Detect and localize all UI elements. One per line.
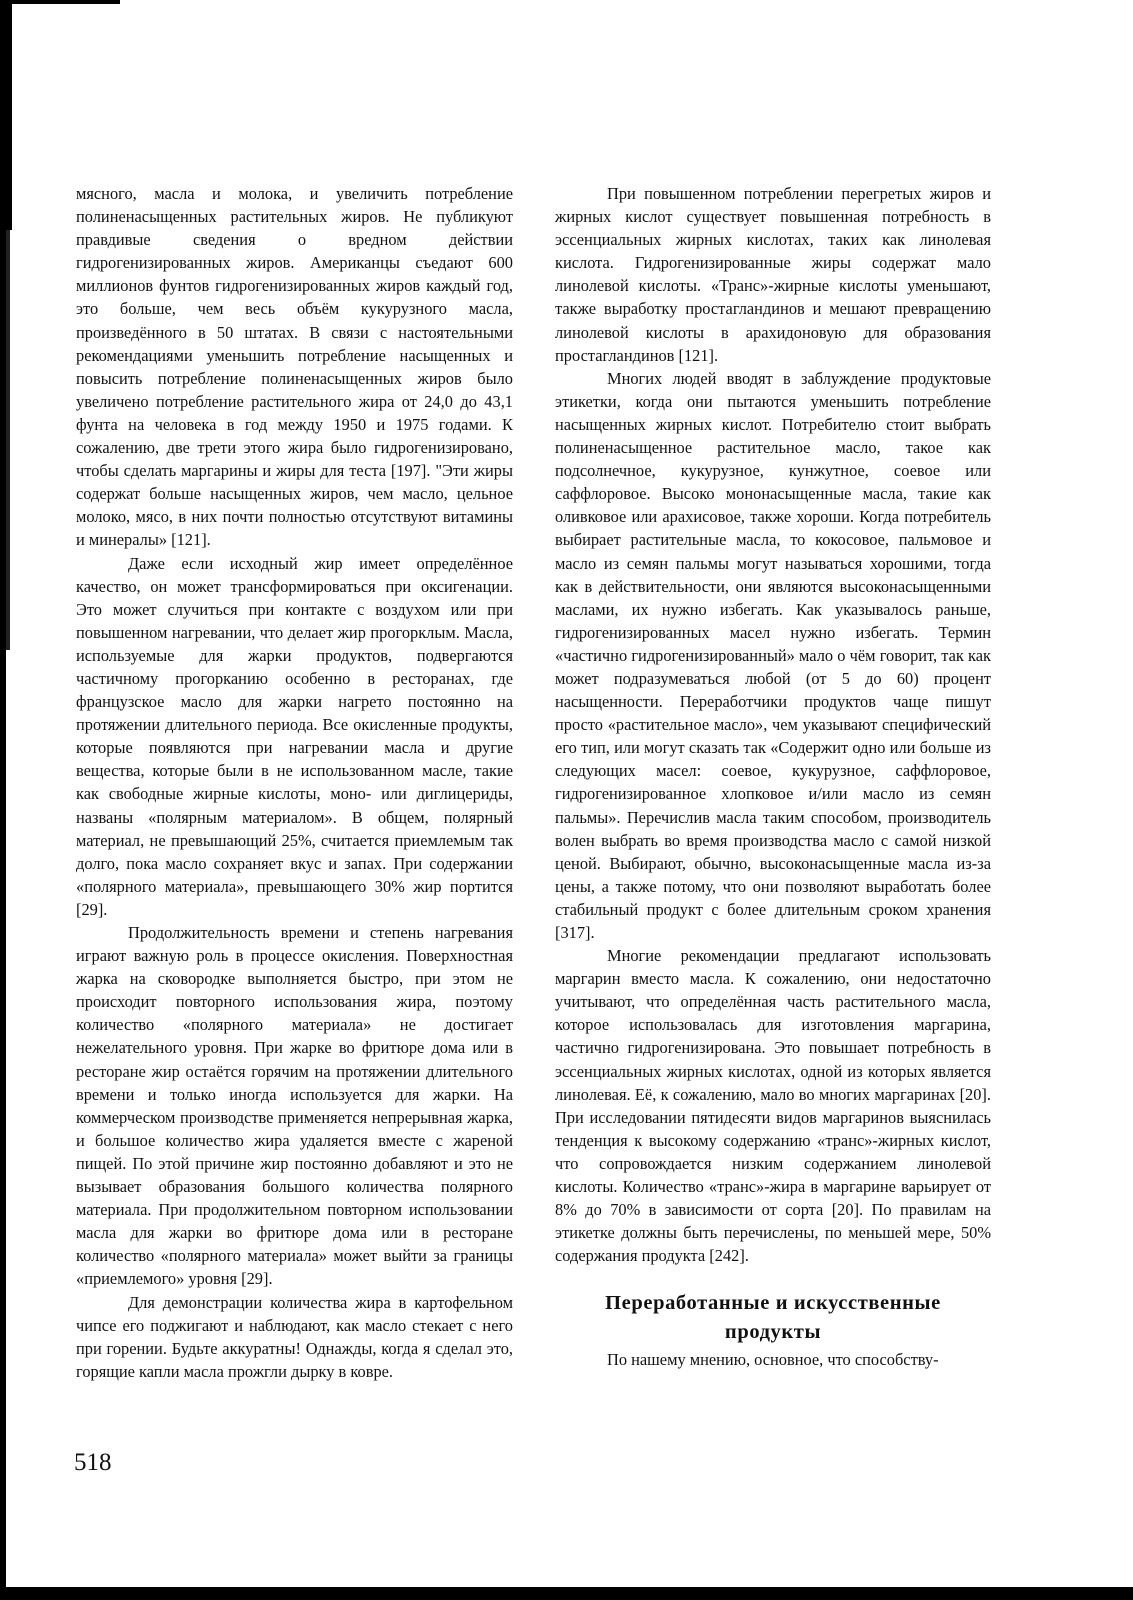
left-column [76, 182, 513, 1383]
scan-edge-left-shadow [6, 0, 12, 230]
left-paragraph-2: Даже если исходный жир имеет определённое качество, он может трансформироваться при оксигенации. Это может случиться при контакте с воздухом или при повышенном нагревании, что делает жир прогорклым. Масла, используемые для жарки продуктов, подвергаются частичному прогорканию особенно в ресторанах, где французское масло для жарки нагрето постоянно на протяжении длительного периода. Все окисленные продукты, которые появляются при нагревании масла и другие вещества, которые были в не использованном масле, такие как свободные жирные кислоты, моно- или диглицериды, названы «полярным материалом». В общем, полярный материал, не превышающий 25%, считается приемлемым так долго, пока масло сохраняет вкус и запах. При содержании «полярного материала», превышающего 30% жир портится [29]. [76, 553, 513, 919]
left-paragraph-1: мясного, масла и молока, и увеличить потребление полиненасыщенных растительных жиров. Не публикуют правдивые сведения о вредном действии гидрогенизированных жиров. Американцы съедают 600 миллионов фунтов гидрогенизированных жиров каждый год, это больше, чем весь объём кукурузного масла, произведённого в 50 штатах. В связи с настоятельными рекомендациями уменьшить потребление насыщенных и повысить потребление полиненасыщенных жиров было увеличено потребление растительного жира от 24,0 до 43,1 фунта на человека в год между 1950 и 1975 годами. К сожалению, две трети этого жира было гидрогенизировано, чтобы сделать маргарины и жиры для теста [197]. "Эти жиры содержат больше насыщенных жиров, чем масло, цельное молоко, мясо, в них почти полностью отсутствуют витамины и минералы» [121]. [76, 184, 513, 550]
right-column [555, 182, 991, 1372]
section-first-paragraph: По нашему мнению, основное, что способству- [607, 1350, 939, 1370]
scan-edge-left-shadow-lower [6, 230, 10, 650]
scan-edge-bottom [0, 1587, 1133, 1600]
page-number: 518 [74, 1449, 112, 1476]
right-paragraph-3: Многие рекомендации предлагают использовать маргарин вместо масла. К сожалению, они недостаточно учитывают, что определённая часть растительного масла, которое использовалась для изготовления маргарина, частично гидрогенизирована. Это повышает потребность в эссенциальных жирных кислотах, одной из которых является линолевая. Её, к сожалению, мало во многих маргаринах [20]. При исследовании пятидесяти видов маргаринов выяснилась тенденция к высокому содержанию «транс»-жирных кислот, что сопровождается низким содержанием линолевой кислоты. Количество «транс»-жира в маргарине варьирует от 8% до 70% в зависимости от сорта [20]. По правилам на этикетке должны быть перечислены, по меньшей мере, 50% содержания продукта [242]. [555, 946, 991, 1266]
right-paragraph-2: Многих людей вводят в заблуждение продуктовые этикетки, когда они пытаются уменьшить потребление насыщенных жирных кислот. Потребителю стоит выбрать полиненасыщенное растительное масло, такое как подсолнечное, кукурузное, кунжутное, соевое или саффлоровое. Высоко мононасыщенные масла, такие как оливковое или арахисовое, также хороши. Когда потребитель выбирает растительные масла, то кокосовое, пальмовое и масло из семян пальмы могут называться хорошими, тогда как в действительности, они являются высоконасыщенными маслами, их нужно избегать. Как указывалось раньше, гидрогенизированных масел нужно избегать. Термин «частично гидрогенизированный» мало о чём говорит, так как может подразумеваться любой (от 5 до 60) процент насыщенности. Переработчики продуктов чаще пишут просто «растительное масло», чем указывают специфический его тип, или могут сказать так «Содержит одно или больше из следующих масел: соевое, кукурузное, саффлоровое, гидрогенизированное хлопковое и/или масло из семян пальмы». Перечислив масла таким способом, производитель волен выбрать во время производства масло с самой низкой ценой. Выбирают, обычно, высоконасыщенные масла из-за цены, а также потому, что они позволяют выработать более стабильный продукт с более длительным сроком хранения [317]. [555, 368, 991, 942]
right-paragraph-1: При повышенном потреблении перегретых жиров и жирных кислот существует повышенная потребность в эссенциальных жирных кислотах, таких как линолевая кислота. Гидрогенизированные жиры содержат мало линолевой кислоты. «Транс»-жирные кислоты уменьшают, также выработку простагландинов и мешают превращению линолевой кислоты в арахидоновую для образования простагландинов [121]. [555, 184, 991, 365]
left-paragraph-3: Продолжительность времени и степень нагревания играют важную роль в процессе окисления. Поверхностная жарка на сковородке выполняется быстро, при этом не происходит повторного использования жира, поэтому количество «полярного материала» не достигает нежелательного уровня. При жарке во фритюре дома или в ресторане жир остаётся горячим на протяжении длительного времени и только иногда используется для жарки. На коммерческом производстве применяется непрерывная жарка, и большое количество жира удаляется вместе с жареной пищей. По этой причине жир постоянно добавляют и это не вызывает образования большого количества полярного материала. При продолжительном повторном использовании масла для жарки во фритюре дома или в ресторане количество «полярного материала» может выйти за границы «приемлемого» уровня [29]. [76, 923, 513, 1289]
scan-edge-top [0, 0, 120, 4]
section-heading: Переработанные и искусственные продукты [605, 1292, 941, 1344]
left-paragraph-4: Для демонстрации количества жира в картофельном чипсе его поджигают и наблюдают, как масло стекает с него при горении. Будьте аккуратны! Однажды, когда я сделал это, горящие капли масла прожгли дырку в ковре. [76, 1292, 513, 1381]
